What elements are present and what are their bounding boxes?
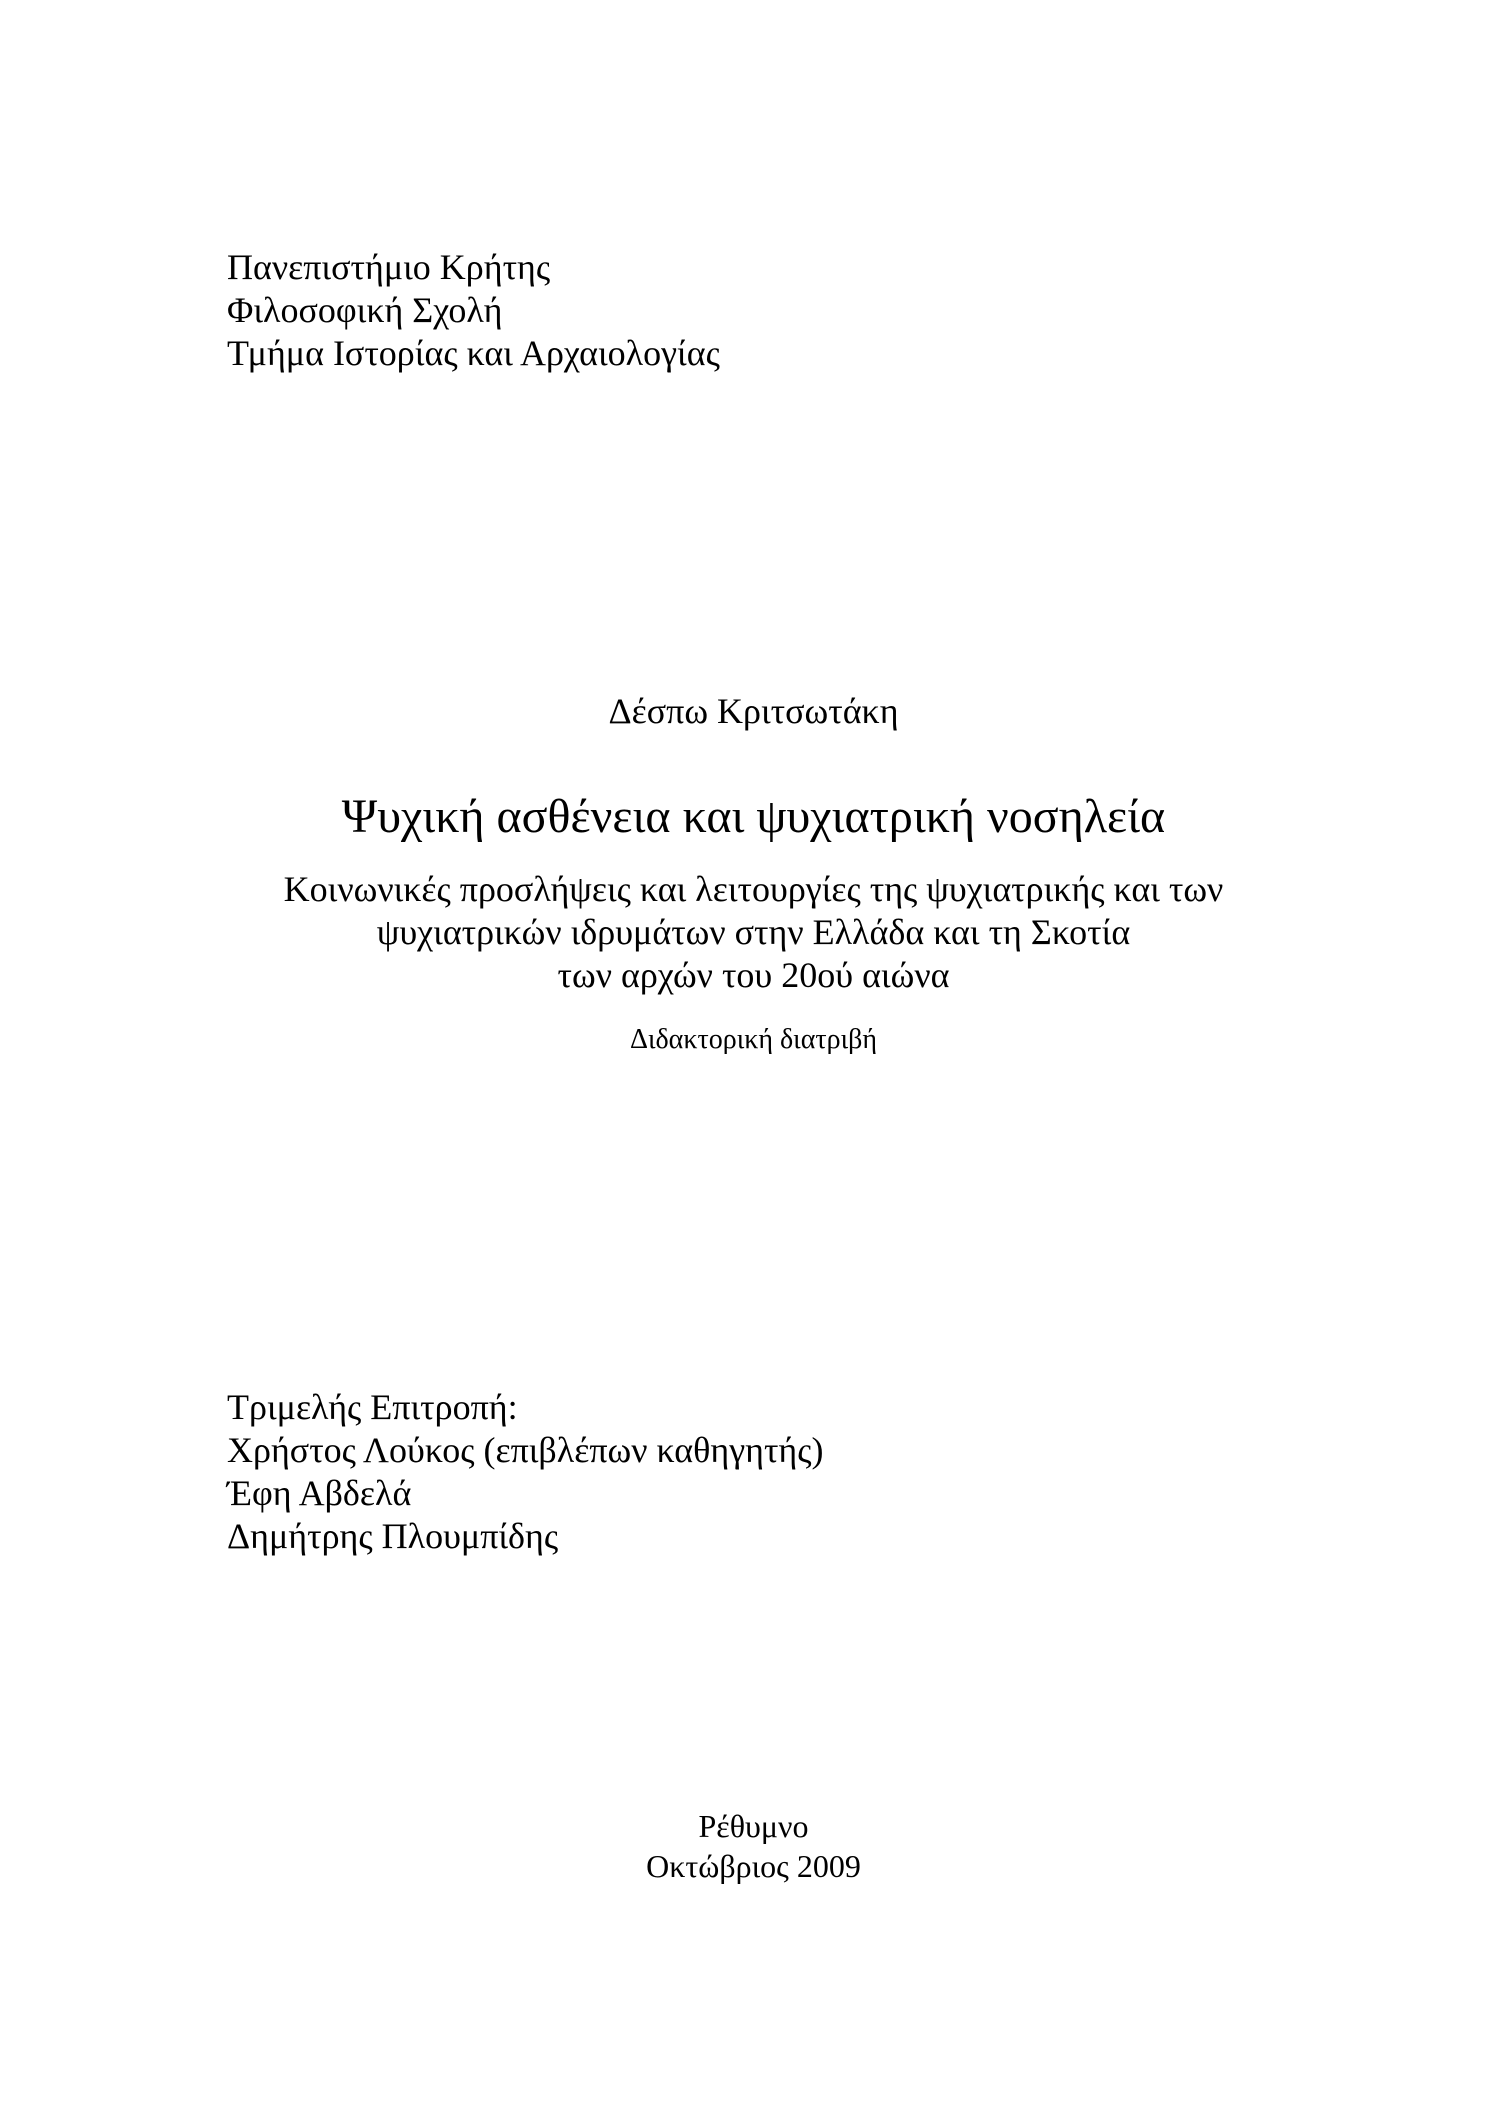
thesis-title: Ψυχική ασθένεια και ψυχιατρική νοσηλεία	[341, 790, 1166, 843]
institution-block	[227, 246, 720, 375]
subtitle-line-1: Κοινωνικές προσλήψεις και λειτουργίες της ψυχιατρικής και των	[283, 869, 1224, 909]
author-name: Δέσπω Κριτσωτάκη	[608, 691, 899, 731]
committee-block	[227, 1386, 824, 1558]
committee-heading: Τριμελής Επιτροπή:	[227, 1387, 518, 1427]
author-block	[0, 690, 1489, 733]
subtitle-block	[0, 868, 1489, 997]
committee-member-3: Δημήτρης Πλουμπίδης	[227, 1516, 559, 1556]
document-type-block	[0, 1023, 1489, 1057]
university-name: Πανεπιστήμιο Κρήτης	[227, 247, 551, 287]
subtitle-line-2: ψυχιατρικών ιδρυμάτων στην Ελλάδα και τη Σκοτία	[376, 912, 1131, 952]
committee-member-1: Χρήστος Λούκος (επιβλέπων καθηγητής)	[227, 1430, 824, 1470]
committee-member-2: Έφη Αβδελά	[227, 1473, 412, 1513]
school-name: Φιλοσοφική Σχολή	[227, 290, 503, 330]
document-type: Διδακτορική διατριβή	[629, 1024, 878, 1055]
date: Οκτώβριος 2009	[646, 1848, 861, 1884]
title-block	[0, 788, 1489, 846]
department-name: Τμήμα Ιστορίας και Αρχαιολογίας	[227, 333, 720, 373]
subtitle-line-3: των αρχών του 20ού αιώνα	[557, 955, 950, 995]
place-date-block	[0, 1806, 1489, 1886]
place: Ρέθυμνο	[698, 1808, 809, 1844]
